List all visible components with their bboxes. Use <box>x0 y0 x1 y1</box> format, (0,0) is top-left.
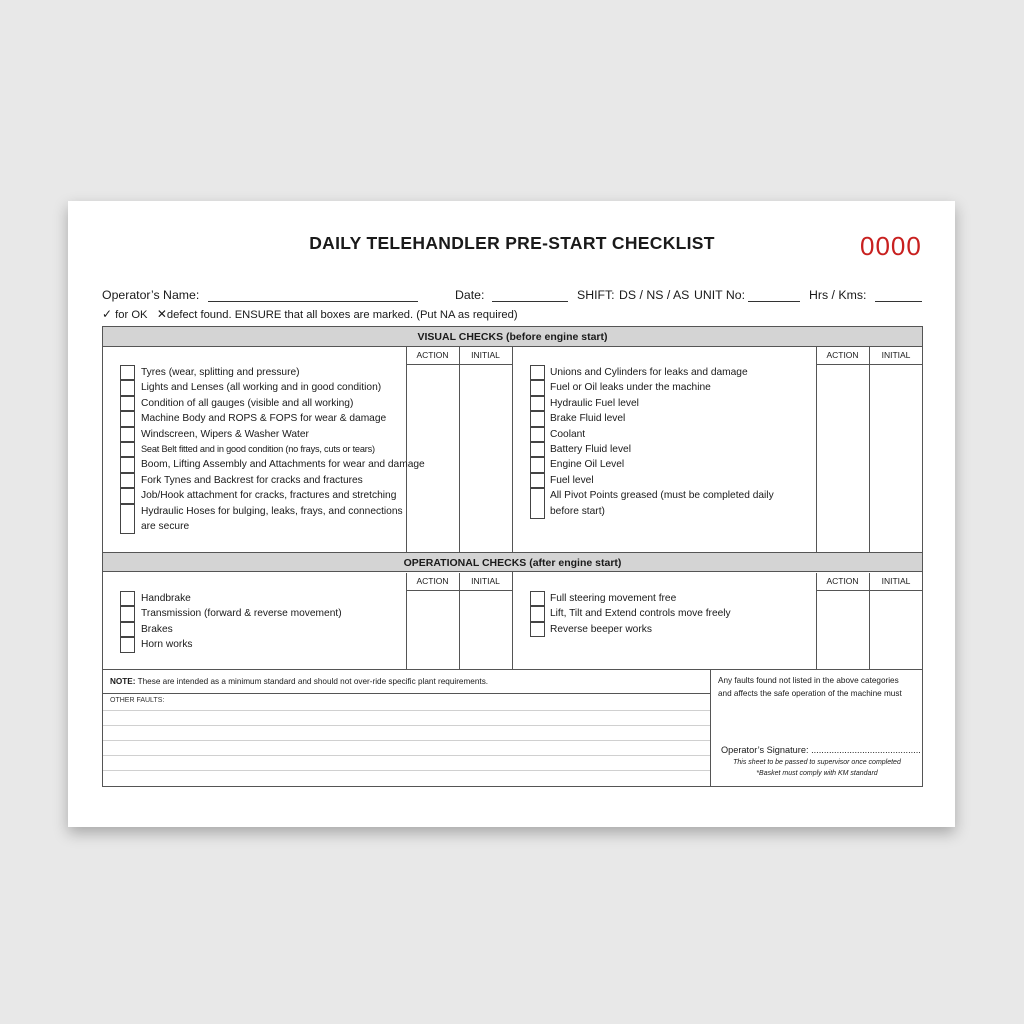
checkbox[interactable] <box>530 380 545 395</box>
divider <box>816 364 923 365</box>
note-body: These are intended as a minimum standard and should not over-ride specific plant requirements. <box>137 677 489 686</box>
checkbox[interactable] <box>530 622 545 637</box>
checkbox[interactable] <box>120 365 135 380</box>
hrs-kms-label: Hrs / Kms: <box>809 288 867 302</box>
write-line[interactable] <box>103 710 710 711</box>
note-text <box>110 677 488 686</box>
unit-number-field[interactable] <box>748 301 800 302</box>
checkbox[interactable] <box>120 457 135 472</box>
checkbox[interactable] <box>120 622 135 637</box>
divider <box>869 347 870 552</box>
list-item: Full steering movement free <box>550 593 677 604</box>
checkbox[interactable] <box>530 473 545 488</box>
write-line[interactable] <box>103 740 710 741</box>
checkbox[interactable] <box>530 427 545 442</box>
checkbox[interactable] <box>120 427 135 442</box>
divider <box>103 669 922 670</box>
pass-to-supervisor-note: This sheet to be passed to supervisor once completed <box>733 759 901 766</box>
divider <box>406 347 407 552</box>
list-item: Coolant <box>550 428 586 440</box>
initial-column-header: INITIAL <box>881 576 911 586</box>
divider <box>512 347 513 669</box>
divider <box>459 347 460 552</box>
check-icon: ✓ <box>102 307 113 321</box>
list-item: Tyres (wear, splitting and pressure) <box>141 367 300 378</box>
other-faults-label: OTHER FAULTS: <box>110 697 165 704</box>
legend-ok-text: for OK <box>115 309 148 321</box>
checkbox[interactable] <box>120 442 135 457</box>
note-label: NOTE: <box>110 677 136 686</box>
legend <box>102 307 518 321</box>
list-item: Hydraulic Fuel level <box>550 397 639 409</box>
shift-options[interactable]: DS / NS / AS <box>619 288 690 302</box>
list-item: Windscreen, Wipers & Washer Water <box>141 428 309 440</box>
list-item: Seat Belt fitted and in good condition (no frays, cuts or tears) <box>141 444 375 454</box>
checkbox[interactable] <box>120 488 135 503</box>
signature-field[interactable]: ........................................... <box>811 745 921 755</box>
shift-label: SHIFT: <box>577 288 615 302</box>
checkbox[interactable] <box>530 396 545 411</box>
write-line[interactable] <box>103 755 710 756</box>
list-item: Job/Hook attachment for cracks, fractures and stretching <box>141 490 397 502</box>
header-fields <box>102 288 924 306</box>
list-item: Lights and Lenses (all working and in good condition) <box>141 382 382 394</box>
action-column-header: ACTION <box>826 350 859 360</box>
list-item: Machine Body and ROPS & FOPS for wear & damage <box>141 413 387 425</box>
faults-instruction-line2: and affects the safe operation of the machine must <box>718 689 902 698</box>
list-item: Boom, Lifting Assembly and Attachments for wear and damage <box>141 459 425 471</box>
list-item: Fuel or Oil leaks under the machine <box>550 382 711 394</box>
checkbox[interactable] <box>530 457 545 472</box>
initial-column-header: INITIAL <box>471 350 500 360</box>
action-column-header: ACTION <box>416 350 449 360</box>
operator-name-label: Operator’s Name: <box>102 288 200 302</box>
list-item: before start) <box>550 505 605 517</box>
initial-column-header: INITIAL <box>881 350 911 360</box>
serial-number: 0000 <box>860 231 922 261</box>
action-column-header: ACTION <box>826 576 859 586</box>
operational-checks-heading: OPERATIONAL CHECKS (after engine start) <box>103 552 922 572</box>
list-item: Condition of all gauges (visible and all working) <box>141 397 354 409</box>
legend-defect-text: defect found. ENSURE that all boxes are marked. (Put NA as required) <box>166 309 518 321</box>
list-item: Lift, Tilt and Extend controls move freely <box>550 608 731 620</box>
checkbox[interactable] <box>530 606 545 621</box>
action-column-header: ACTION <box>416 576 449 586</box>
checkbox[interactable] <box>120 637 135 652</box>
list-item: Fork Tynes and Backrest for cracks and fractures <box>141 474 363 486</box>
form-title: DAILY TELEHANDLER PRE-START CHECKLIST <box>309 233 715 253</box>
list-item: are secure <box>141 521 190 532</box>
divider <box>406 364 512 365</box>
list-item: Horn works <box>141 639 193 651</box>
cross-icon: ✕ <box>156 307 167 321</box>
divider <box>406 590 512 591</box>
list-item: Handbrake <box>141 593 191 604</box>
checkbox[interactable] <box>530 488 545 519</box>
visual-checks-heading: VISUAL CHECKS (before engine start) <box>103 327 922 347</box>
checkbox[interactable] <box>120 396 135 411</box>
list-item: Unions and Cylinders for leaks and damage <box>550 367 748 378</box>
checkbox[interactable] <box>120 591 135 606</box>
list-item: Engine Oil Level <box>550 459 625 471</box>
checkbox[interactable] <box>120 411 135 426</box>
write-line[interactable] <box>103 725 710 726</box>
signature-row <box>721 745 921 755</box>
list-item: Hydraulic Hoses for bulging, leaks, frays, and connections <box>141 505 403 517</box>
checkbox[interactable] <box>530 411 545 426</box>
hrs-kms-field[interactable] <box>875 301 922 302</box>
checkbox[interactable] <box>120 380 135 395</box>
list-item: Fuel level <box>550 474 594 486</box>
divider <box>816 347 817 552</box>
operator-name-field[interactable] <box>208 301 418 302</box>
date-label: Date: <box>455 288 485 302</box>
basket-note: *Basket must comply with KM standard <box>756 770 878 777</box>
initial-column-header: INITIAL <box>471 576 500 586</box>
unit-number-label: UNIT No: <box>694 288 746 302</box>
list-item: Brake Fluid level <box>550 413 626 425</box>
checkbox[interactable] <box>530 365 545 380</box>
signature-label: Operator’s Signature: <box>721 745 809 755</box>
list-item: All Pivot Points greased (must be completed daily <box>550 490 774 502</box>
checkbox[interactable] <box>530 591 545 606</box>
list-item: Reverse beeper works <box>550 623 652 635</box>
divider <box>816 590 923 591</box>
faults-instruction-line1: Any faults found not listed in the above categories <box>718 676 899 685</box>
checklist-grid <box>102 326 923 787</box>
checkbox[interactable] <box>120 473 135 488</box>
divider <box>103 693 710 694</box>
list-item: Brakes <box>141 623 173 635</box>
date-field[interactable] <box>492 301 568 302</box>
checkbox[interactable] <box>530 442 545 457</box>
list-item: Battery Fluid level <box>550 444 631 455</box>
list-item: Transmission (forward & reverse movement) <box>141 608 342 620</box>
write-line[interactable] <box>103 770 710 771</box>
checkbox[interactable] <box>120 606 135 621</box>
checkbox[interactable] <box>120 504 135 535</box>
